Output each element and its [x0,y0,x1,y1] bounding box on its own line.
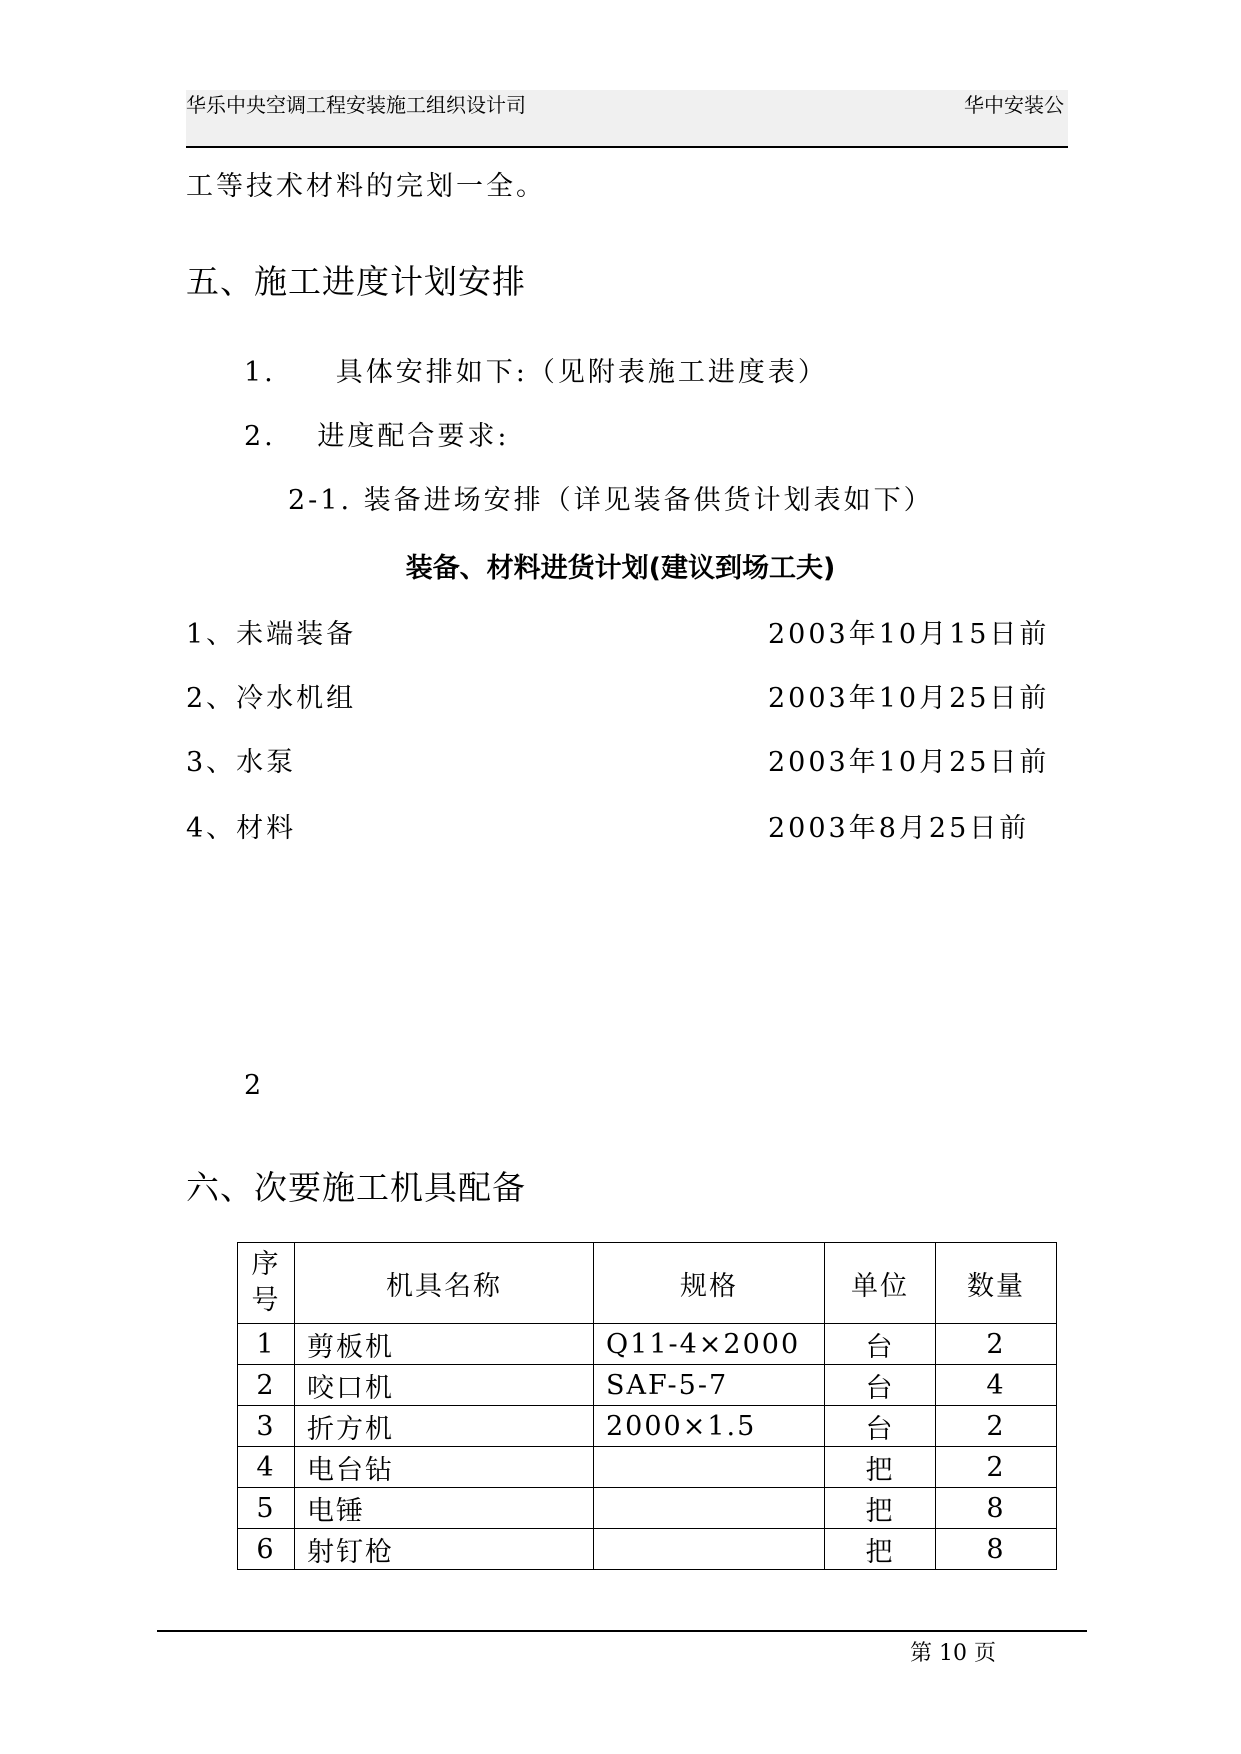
col-header-index [238,1243,295,1324]
table-row [238,1529,1057,1570]
list-item-2-1: 2-1. 装备进场安排（详见装备供货计划表如下） [288,485,934,516]
table-row [238,1488,1057,1529]
section-5-heading: 五、施工进度计划安排 [186,262,526,301]
table-row [238,1324,1057,1365]
list-item-1: 1. 具体安排如下:（见附表施工进度表） [244,357,828,388]
cell-index: 2 [238,1365,295,1406]
col-header-index-text [238,1247,294,1319]
schedule-row [186,806,1056,846]
tools-table [237,1242,1057,1570]
header-title: 华乐中央空调工程安装施工组织设计司 [186,93,526,117]
table-row [238,1365,1057,1406]
col-header-qty: 数量 [936,1243,1057,1324]
cell-index: 3 [238,1406,295,1447]
cell-index: 5 [238,1488,295,1529]
col-header-unit: 单位 [825,1243,936,1324]
cell-qty: 2 [936,1406,1057,1447]
col-header-spec: 规格 [594,1243,825,1324]
cell-qty: 8 [936,1488,1057,1529]
cell-name: 咬口机 [295,1365,594,1406]
schedule-item: 2、冷水机组 [186,683,357,714]
cell-qty: 4 [936,1365,1057,1406]
cell-index: 6 [238,1529,295,1570]
cell-qty: 2 [936,1324,1057,1365]
section-6-heading: 六、次要施工机具配备 [186,1168,526,1207]
cell-qty: 8 [936,1529,1057,1570]
header-company: 华中安装公 [964,93,1064,117]
schedule-item: 3、水泵 [186,747,297,778]
cell-name: 电台钻 [295,1447,594,1488]
schedule-date: 2003年10月25日前 [768,747,1050,778]
cell-unit: 台 [825,1365,936,1406]
schedule-date: 2003年10月15日前 [768,619,1050,650]
cell-spec [594,1529,825,1570]
stray-number: 2 [244,1070,265,1101]
schedule-row [186,740,1056,780]
col-header-index-char: 序 [251,1249,281,1280]
page-header [186,90,1068,148]
schedule-item: 1、未端装备 [186,619,357,650]
page-number: 第 10 页 [910,1641,996,1666]
cell-spec [594,1447,825,1488]
cell-name: 折方机 [295,1406,594,1447]
cell-unit: 台 [825,1324,936,1365]
schedule-row [186,612,1056,652]
cell-index: 1 [238,1324,295,1365]
cell-spec: 2000×1.5 [594,1406,825,1447]
table-header-row [238,1243,1057,1324]
cell-index: 4 [238,1447,295,1488]
cell-name: 射钉枪 [295,1529,594,1570]
cell-unit: 台 [825,1406,936,1447]
table-row [238,1406,1057,1447]
cell-spec: SAF-5-7 [594,1365,825,1406]
schedule-date: 2003年8月25日前 [768,813,1030,844]
schedule-item: 4、材料 [186,813,297,844]
cell-name: 剪板机 [295,1324,594,1365]
plan-title: 装备、材料进货计划(建议到场工夫) [405,553,836,584]
list-item-2: 2. 进度配合要求: [244,421,510,452]
cell-unit: 把 [825,1488,936,1529]
schedule-date: 2003年10月25日前 [768,683,1050,714]
col-header-name: 机具名称 [295,1243,594,1324]
col-header-index-char: 号 [251,1285,281,1316]
footer-rule [157,1630,1087,1632]
table-row [238,1447,1057,1488]
continuation-text: 工等技术材料的完划一全。 [186,171,546,202]
cell-qty: 2 [936,1447,1057,1488]
cell-name: 电锤 [295,1488,594,1529]
cell-unit: 把 [825,1447,936,1488]
schedule-row [186,676,1056,716]
cell-spec [594,1488,825,1529]
cell-unit: 把 [825,1529,936,1570]
cell-spec: Q11-4×2000 [594,1324,825,1365]
